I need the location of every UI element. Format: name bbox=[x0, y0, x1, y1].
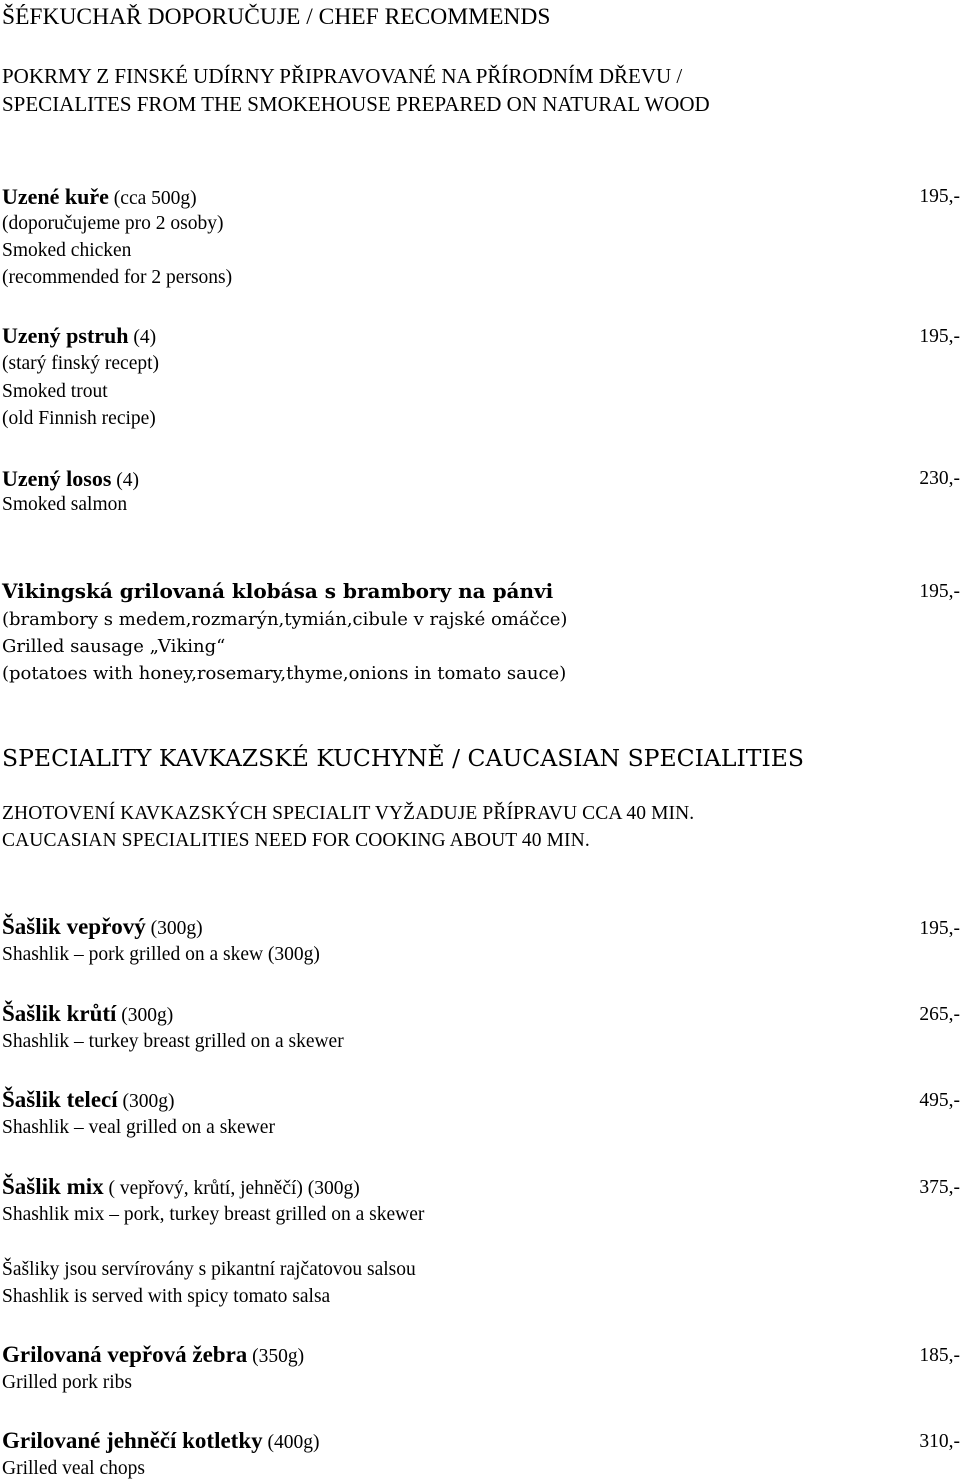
item-name: Grilované jehněčí kotletky bbox=[2, 1428, 263, 1453]
item-price: 230,- bbox=[919, 468, 960, 489]
item-name: Uzený pstruh bbox=[2, 323, 129, 348]
item-detail: (300g) bbox=[117, 1091, 175, 1112]
salsa-note-en: Shashlik is served with spicy tomato salsa bbox=[2, 1286, 331, 1307]
item-detail: (4) bbox=[111, 470, 140, 491]
item-desc: Shashlik mix – pork, turkey breast grilled on a skewer bbox=[2, 1204, 425, 1225]
item-detail: (300g) bbox=[116, 1005, 174, 1026]
item-desc: Grilled sausage „Viking“ bbox=[2, 636, 226, 657]
item-name: Uzený losos bbox=[2, 466, 112, 491]
item-desc: (doporučujeme pro 2 osoby) bbox=[2, 213, 224, 234]
item-desc: Shashlik – veal grilled on a skewer bbox=[2, 1117, 275, 1138]
page-title: ŠÉFKUCHAŘ DOPORUČUJE / CHEF RECOMMENDS bbox=[2, 4, 551, 30]
item-price: 195,- bbox=[919, 186, 960, 207]
item-detail: (350g) bbox=[247, 1346, 305, 1367]
item-price: 265,- bbox=[919, 1004, 960, 1025]
caucasian-heading: SPECIALITY KAVKAZSKÉ KUCHYNĚ / CAUCASIAN SPECIALITIES bbox=[2, 744, 804, 772]
item-desc: Smoked salmon bbox=[2, 494, 128, 515]
item-name: Šašlik vepřový bbox=[2, 914, 146, 939]
item-desc: (brambory s medem,rozmarýn,tymián,cibule v rajské omáčce) bbox=[2, 609, 568, 630]
item-detail: (cca 500g) bbox=[108, 188, 197, 209]
item-desc: Shashlik – pork grilled on a skew (300g) bbox=[2, 944, 320, 965]
item-name: Šašlik telecí bbox=[2, 1087, 118, 1112]
item-desc: (recommended for 2 persons) bbox=[2, 267, 233, 288]
item-detail: ( vepřový, krůtí, jehněčí) (300g) bbox=[103, 1178, 360, 1199]
item-desc: Smoked chicken bbox=[2, 240, 132, 261]
item-desc: (old Finnish recipe) bbox=[2, 408, 156, 429]
item-price: 195,- bbox=[919, 326, 960, 347]
item-detail: (4) bbox=[128, 327, 157, 348]
caucasian-note-cz: ZHOTOVENÍ KAVKAZSKÝCH SPECIALIT VYŽADUJE PŘÍPRAVU CCA 40 MIN. bbox=[2, 803, 695, 824]
item-detail: (300g) bbox=[145, 918, 203, 939]
item-price: 375,- bbox=[919, 1177, 960, 1198]
salsa-note-cz: Šašliky jsou servírovány s pikantní rajčatovou salsou bbox=[2, 1259, 416, 1280]
item-name: Šašlik krůtí bbox=[2, 1001, 117, 1026]
item-desc: Smoked trout bbox=[2, 381, 108, 402]
item-price: 195,- bbox=[919, 581, 960, 602]
item-name: Grilovaná vepřová žebra bbox=[2, 1342, 248, 1367]
smokehouse-heading-en: SPECIALITES FROM THE SMOKEHOUSE PREPARED ON NATURAL WOOD bbox=[2, 92, 710, 116]
item-name: Šašlik mix bbox=[2, 1174, 104, 1199]
item-desc: (potatoes with honey,rosemary,thyme,onions in tomato sauce) bbox=[2, 663, 567, 684]
item-detail: (400g) bbox=[262, 1432, 320, 1453]
item-name: Uzené kuře bbox=[2, 184, 109, 209]
item-name: Vikingská grilovaná klobása s brambory na pánvi bbox=[2, 579, 554, 603]
item-price: 495,- bbox=[919, 1090, 960, 1111]
item-price: 195,- bbox=[919, 918, 960, 939]
item-desc: Shashlik – turkey breast grilled on a skewer bbox=[2, 1031, 344, 1052]
item-desc: (starý finský recept) bbox=[2, 353, 160, 374]
smokehouse-heading-cz: POKRMY Z FINSKÉ UDÍRNY PŘIPRAVOVANÉ NA PŘÍRODNÍM DŘEVU / bbox=[2, 64, 683, 88]
item-desc: Grilled pork ribs bbox=[2, 1372, 132, 1393]
caucasian-note-en: CAUCASIAN SPECIALITIES NEED FOR COOKING ABOUT 40 MIN. bbox=[2, 830, 590, 851]
item-desc: Grilled veal chops bbox=[2, 1458, 145, 1479]
item-price: 310,- bbox=[919, 1431, 960, 1452]
item-price: 185,- bbox=[919, 1345, 960, 1366]
